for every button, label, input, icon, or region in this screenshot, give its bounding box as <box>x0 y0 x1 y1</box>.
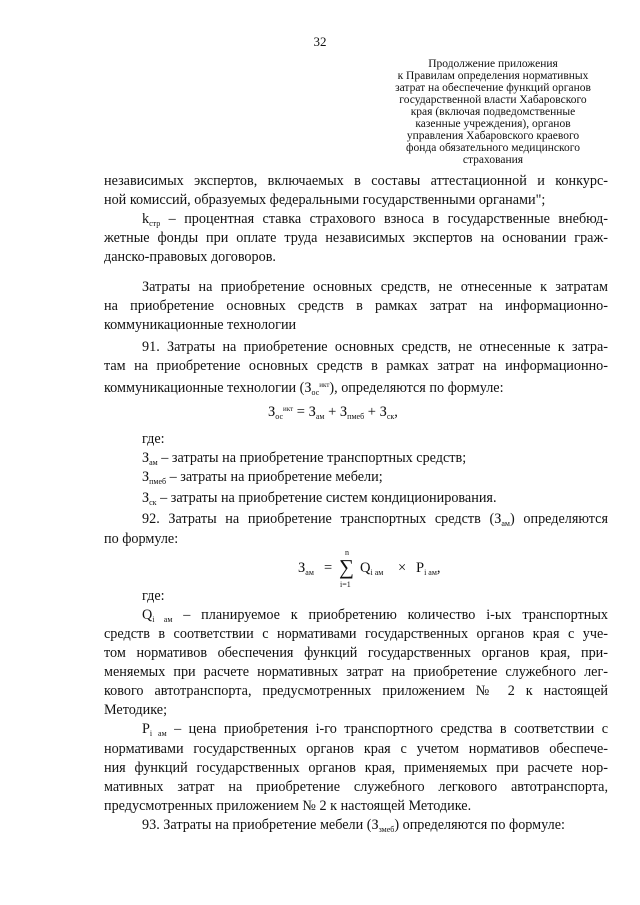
body-line: средств в соответствии с нормативами государственных органов края с уче- <box>104 626 608 642</box>
body-line: независимых экспертов, включаемых в составы аттестационной и конкурс- <box>104 173 608 189</box>
paragraph-92: 92. Затраты на приобретение транспортных средств $(З_{ам})$ определяются <box>142 511 609 528</box>
definition-zam: $З_{ам}$ – затраты на приобретение транспортных средств; <box>142 450 467 467</box>
definition-zsk: $З_{ск}$ – затраты на приобретение систем кондиционирования. <box>142 490 497 507</box>
header-line: управления Хабаровского краевого <box>406 130 580 142</box>
section-heading-line: коммуникационные технологии <box>104 317 297 333</box>
formula-zoc: $З_{ос}^{икт} = З_{ам} + З_{пмеб} + З_{ск}$, <box>268 404 398 421</box>
body-line: данско-правовых договоров. <box>104 249 276 265</box>
body-line: ной комиссий, образуемых федеральными государственными органами"; <box>104 192 546 208</box>
where-label: где: <box>142 431 165 447</box>
header-line: страхования <box>462 154 524 166</box>
header-line: казенные учреждения), органов <box>415 118 571 130</box>
paragraph-91: коммуникационные технологии $(З_{ос}^{икт})$, определяются по формуле: <box>104 380 504 397</box>
header-line: края (включая подведомственные <box>410 106 576 118</box>
formula-zam: $З_{ам}$ = n ∑ i=1 $Q_{i ам}$ × $P_{i ам}$, <box>298 548 441 589</box>
paragraph-91: там на приобретение основных средств в рамках затрат на информационно- <box>104 358 608 374</box>
sigma-symbol: ∑ <box>339 555 354 579</box>
body-line: Методике; <box>104 702 168 718</box>
header-line: Продолжение приложения <box>428 58 558 70</box>
body-line: нормативами государственных органов края с учетом нормативов обеспече- <box>104 741 608 757</box>
paragraph-93: 93. Затраты на приобретение мебели $(З_{змеб})$ определяются по формуле: <box>142 817 565 834</box>
k-str-definition: $k_{стр}$ – процентная ставка страхового взноса в государственные внебюд- <box>142 211 608 228</box>
header-line: к Правилам определения нормативных <box>397 70 589 82</box>
definition-piam: $P_{i ам}$ – цена приобретения i-го транспортного средства в соответствии с <box>142 721 608 738</box>
appendix-header <box>378 58 608 166</box>
header-line: государственной власти Хабаровского <box>399 94 587 106</box>
where-label: где: <box>142 588 165 604</box>
body-line: предусмотренных приложением № 2 к настоящей Методике. <box>104 798 472 814</box>
header-line: затрат на обеспечение функций органов <box>395 82 591 94</box>
header-line: фонда обязательного медицинского <box>406 142 580 154</box>
page-number: 32 <box>313 34 327 49</box>
definition-zpmeb: $З_{пмеб}$ – затраты на приобретение мебели; <box>142 469 383 486</box>
section-heading-line: на приобретение основных средств в рамках затрат на информационно- <box>104 298 608 314</box>
paragraph-91: 91. Затраты на приобретение основных средств, не отнесенные к затра- <box>142 339 608 355</box>
section-heading-line: Затраты на приобретение основных средств, не отнесенные к затратам <box>142 279 608 295</box>
body-line: жетные фонды при оплате труда независимых экспертов на основании граж- <box>104 230 608 246</box>
body-line: кового автотранспорта, предусмотренных приложением № 2 к настоящей <box>104 683 608 699</box>
definition-qiam: $Q_{i ам}$ – планируемое к приобретению количество i-ых транспортных <box>142 607 608 624</box>
body-line: том нормативов обеспечения функций государственных органов края, при- <box>104 645 608 661</box>
body-line: мативных затрат на приобретение служебного легкового автотранспорта, <box>104 779 608 795</box>
paragraph-92: по формуле: <box>104 531 179 547</box>
body-line: ния функций государственных органов края, применяемых при расчете нор- <box>104 760 608 776</box>
body-line: меняемых при расчете нормативных затрат на приобретение служебного лег- <box>104 664 608 680</box>
